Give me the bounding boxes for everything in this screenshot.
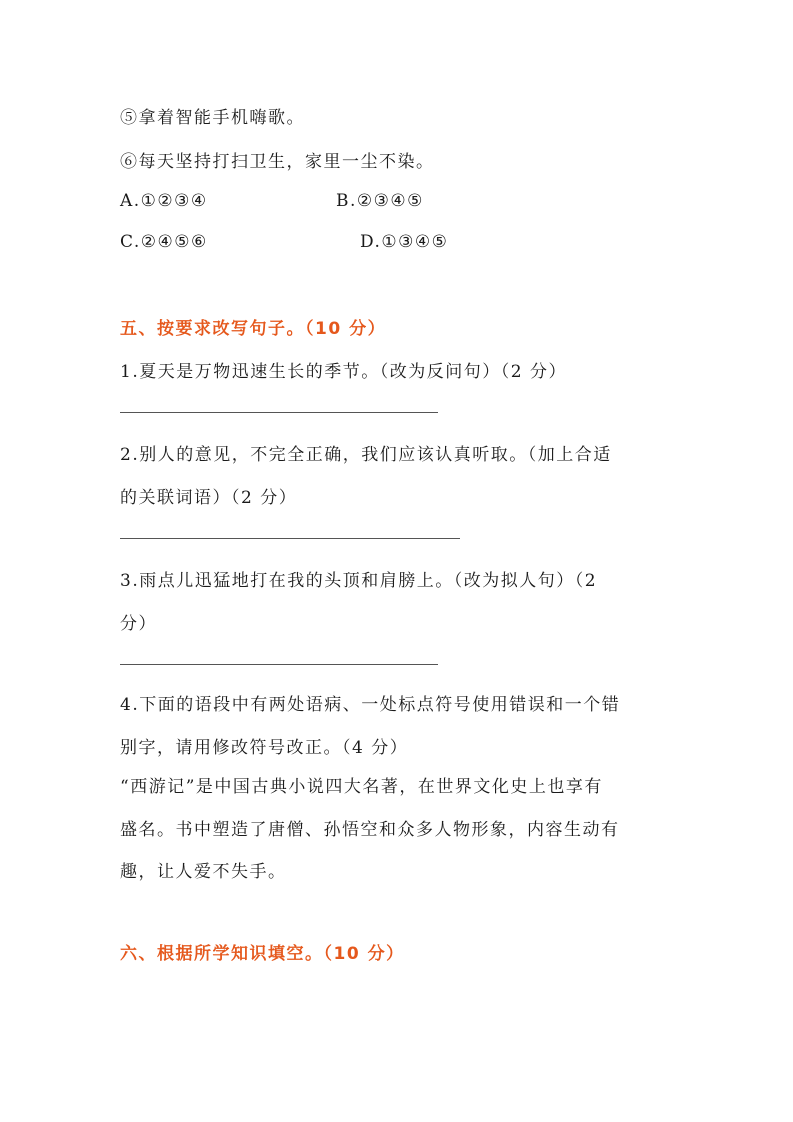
answer-line-1	[120, 412, 438, 413]
passage-line-2: 盛名。书中塑造了唐僧、孙悟空和众多人物形象，内容生动有	[120, 820, 620, 840]
question-2-line-1: 2.别人的意见，不完全正确，我们应该认真听取。（加上合适	[120, 445, 612, 465]
section-5-heading: 五、按要求改写句子。（10 分）	[120, 319, 387, 339]
passage-line-3: 趣，让人爱不失手。	[120, 862, 287, 882]
question-2-line-2: 的关联词语）（2 分）	[120, 488, 298, 508]
question-4-line-2: 别字，请用修改符号改正。（4 分）	[120, 738, 409, 758]
question-4-line-1: 4.下面的语段中有两处语病、一处标点符号使用错误和一个错	[120, 695, 621, 715]
section-6-heading: 六、根据所学知识填空。（10 分）	[120, 944, 405, 964]
passage-line-1: “西游记”是中国古典小说四大名著，在世界文化史上也享有	[120, 777, 603, 797]
answer-line-2	[120, 538, 460, 539]
option-d: D.①③④⑤	[360, 232, 449, 252]
question-1: 1.夏天是万物迅速生长的季节。（改为反问句）（2 分）	[120, 362, 567, 382]
item-5: ⑤拿着智能手机嗨歌。	[120, 108, 305, 128]
option-b: B.②③④⑤	[336, 191, 424, 211]
option-a: A.①②③④	[120, 191, 208, 211]
option-c: C.②④⑤⑥	[120, 232, 208, 252]
item-6: ⑥每天坚持打扫卫生，家里一尘不染。	[120, 152, 435, 172]
question-3-line-1: 3.雨点儿迅猛地打在我的头顶和肩膀上。（改为拟人句）（2	[120, 571, 598, 591]
answer-line-3	[120, 664, 438, 665]
question-3-line-2: 分）	[120, 614, 157, 634]
